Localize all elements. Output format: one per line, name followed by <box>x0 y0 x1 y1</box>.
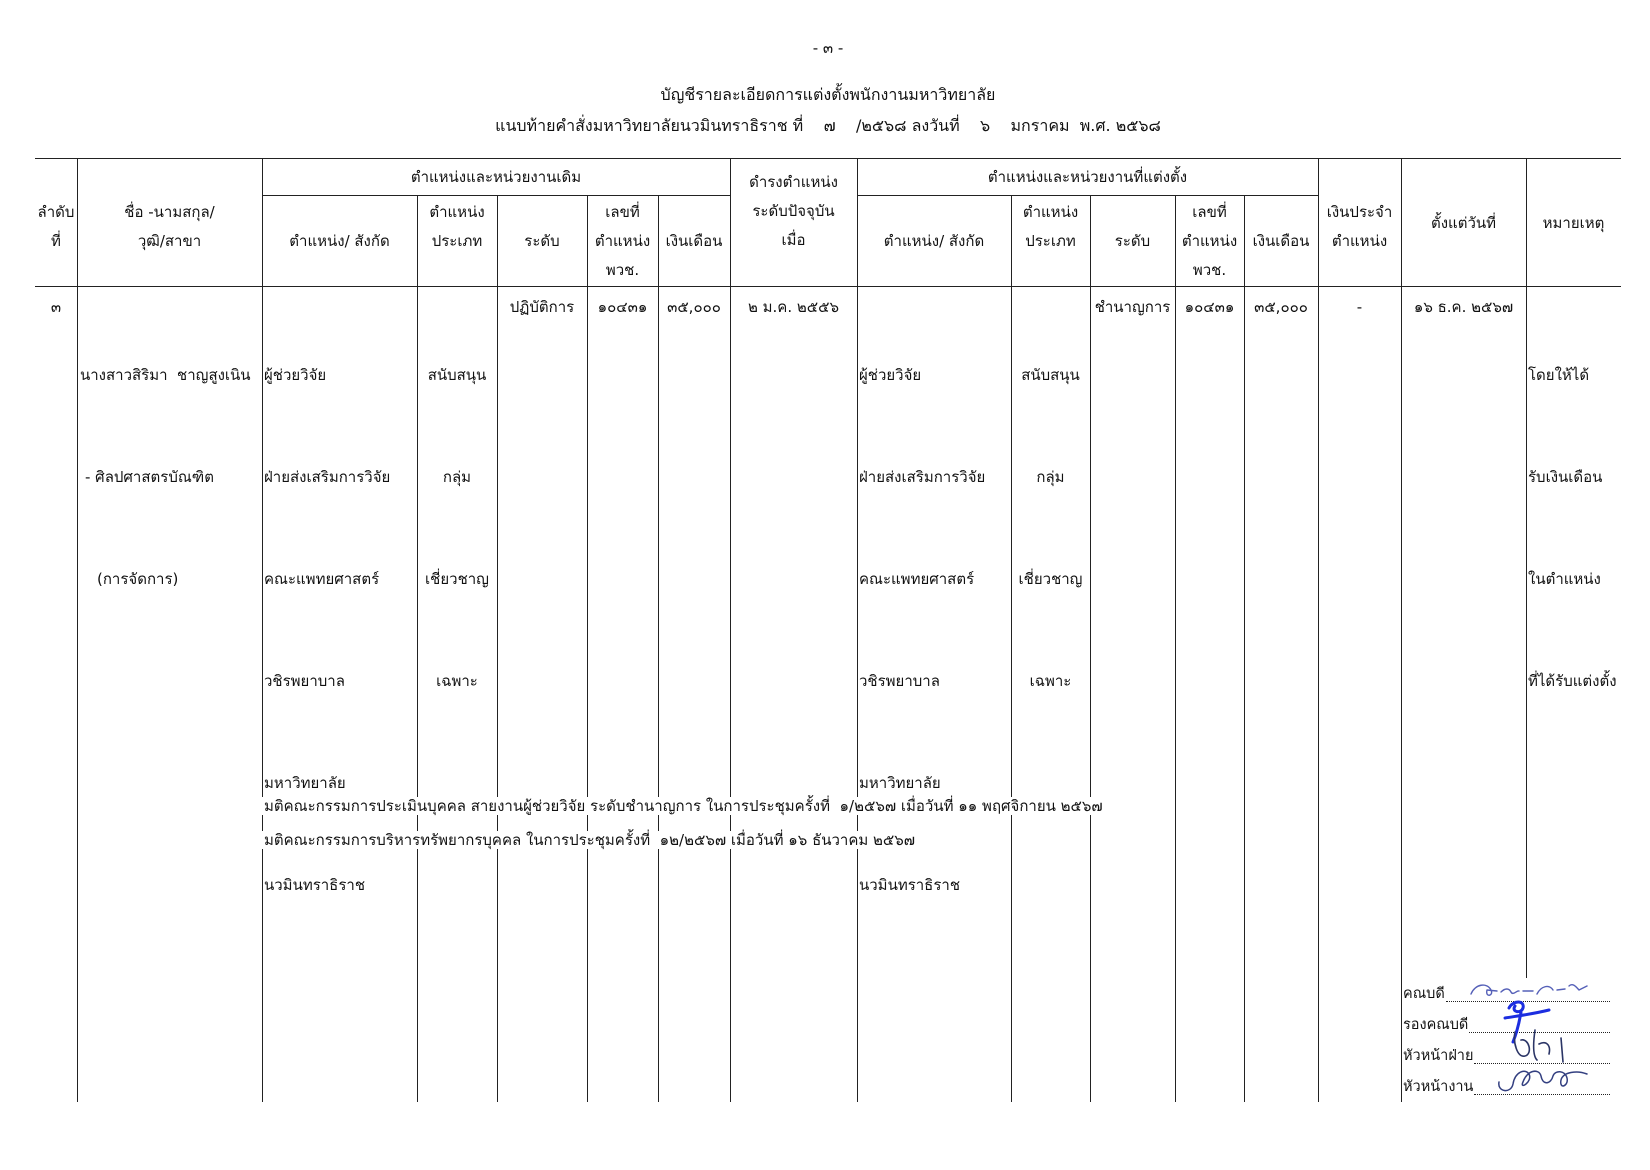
header-text: เลขที่ <box>1192 203 1227 221</box>
signature-unit-head <box>1499 1071 1587 1090</box>
signature-division-head <box>1514 1030 1563 1062</box>
header-text: ลำดับ <box>37 203 75 221</box>
header-text: ประเภท <box>1025 232 1076 250</box>
handwritten-signatures <box>1401 960 1621 1110</box>
header-text: ตำแหน่ง <box>429 203 485 221</box>
line-text: นวมินทราธิราช <box>859 876 961 894</box>
employee-name: นางสาวสิริมา ชาญสูงเนิน <box>80 366 251 384</box>
line-text: วชิรพยาบาล <box>859 672 940 690</box>
cell-new-salary: ๓๕,๐๐๐ <box>1254 298 1308 316</box>
signoff-role: หัวหน้างาน <box>1403 1079 1474 1095</box>
signature-dean <box>1471 985 1587 996</box>
header-old-level: ระดับ <box>524 232 560 250</box>
line-text: ฝ่ายส่งเสริมการวิจัย <box>264 468 391 486</box>
header-remarks: หมายเหตุ <box>1542 214 1605 232</box>
line-text: โดยให้ได้ <box>1528 366 1590 384</box>
header-seq <box>35 198 77 256</box>
line-text: เฉพาะ <box>1029 672 1072 690</box>
document-subtitle: แนบท้ายคำสั่งมหาวิทยาลัยนวมินทราธิราช ที่ ๗ /๒๕๖๘ ลงวันที่ ๖ มกราคม พ.ศ. ๒๕๖๘ <box>495 116 1161 135</box>
line-text: เฉพาะ <box>436 672 478 690</box>
resolution-note <box>262 827 917 853</box>
header-text: ระดับปัจจุบัน <box>752 202 835 220</box>
column-rule <box>1090 195 1091 1102</box>
header-text: ดำรงตำแหน่ง <box>749 173 838 191</box>
cell-new-type <box>1011 290 1090 766</box>
line-text: มหาวิทยาลัย <box>264 774 346 792</box>
header-text: ที่ <box>51 232 61 250</box>
header-old-group: ตำแหน่งและหน่วยงานเดิม <box>410 168 582 186</box>
line-text: คณะแพทยศาสตร์ <box>264 570 380 588</box>
header-text: ชื่อ -นามสกุล/ <box>124 203 215 221</box>
line-text: ในตำแหน่ง <box>1528 570 1601 588</box>
header-bottom-rule <box>35 286 1621 287</box>
cell-seq: ๓ <box>50 298 62 316</box>
new-group-rule <box>857 195 1318 196</box>
line-text: ที่ได้รับแต่งตั้ง <box>1528 672 1617 690</box>
line-text: ผู้ช่วยวิจัย <box>859 366 922 384</box>
header-text: ตำแหน่ง <box>1022 203 1079 221</box>
signoff-role: หัวหน้าฝ่าย <box>1403 1048 1474 1064</box>
old-group-rule <box>262 195 730 196</box>
column-rule <box>587 195 588 1102</box>
employee-degree: - ศิลปศาสตรบัณฑิต <box>85 468 214 486</box>
signature-deputy-dean <box>1505 1002 1549 1042</box>
line-text: มหาวิทยาลัย <box>859 774 941 792</box>
cell-old-level: ปฏิบัติการ <box>509 298 575 316</box>
line-text: สนับสนุน <box>1021 366 1080 384</box>
header-text: เมื่อ <box>781 231 806 249</box>
header-new-position: ตำแหน่ง/ สังกัด <box>883 232 985 250</box>
table-top-rule <box>35 158 1621 159</box>
cell-allowance: - <box>1356 298 1363 316</box>
line-text: สนับสนุน <box>427 366 487 384</box>
column-rule <box>1244 195 1245 1102</box>
header-text: ตำแหน่ง <box>1181 232 1238 250</box>
column-rule <box>497 195 498 1102</box>
header-text: เงินประจำ <box>1326 203 1393 221</box>
header-name <box>77 198 262 256</box>
cell-old-number: ๑๐๔๓๑ <box>597 298 648 316</box>
header-old-salary: เงินเดือน <box>665 232 723 250</box>
header-text: ตำแหน่ง <box>1331 232 1388 250</box>
line-text: รับเงินเดือน <box>1528 468 1603 486</box>
cell-new-level: ชำนาญการ <box>1094 298 1171 316</box>
header-effective-date: ตั้งแต่วันที่ <box>1430 214 1497 232</box>
cell-new-position <box>859 290 985 970</box>
note-text: มติคณะกรรมการประเมินบุคคล สายงานผู้ช่วยวิจัย ระดับชำนาญการ ในการประชุมครั้งที่ ๑/๒๕๖๗ เมื่อวันที่ ๑๑ พฤศจิกายน ๒๕๖๗ <box>264 797 1103 815</box>
column-rule <box>658 195 659 1102</box>
cell-remarks <box>1528 290 1617 766</box>
line-text: คณะแพทยศาสตร์ <box>859 570 975 588</box>
line-text: เชี่ยวชาญ <box>1018 570 1083 588</box>
header-allowance <box>1318 198 1401 256</box>
header-text: พวช. <box>605 261 640 279</box>
cell-old-type <box>417 290 497 766</box>
signoff-role: รองคณบดี <box>1403 1017 1469 1033</box>
line-text: นวมินทราธิราช <box>264 876 366 894</box>
cell-held-since: ๒ ม.ค. ๒๕๕๖ <box>748 298 839 316</box>
header-old-position: ตำแหน่ง/ สังกัด <box>289 232 390 250</box>
header-held-since <box>730 168 857 255</box>
cell-new-number: ๑๐๔๓๑ <box>1184 298 1235 316</box>
column-rule <box>77 158 78 1102</box>
cell-effective-date: ๑๖ ธ.ค. ๒๕๖๗ <box>1413 298 1514 316</box>
cell-old-position <box>264 290 390 970</box>
header-new-level: ระดับ <box>1114 232 1151 250</box>
header-new-number <box>1175 198 1244 285</box>
header-new-type <box>1011 198 1090 256</box>
line-text: กลุ่ม <box>1036 468 1065 486</box>
header-new-salary: เงินเดือน <box>1252 232 1310 250</box>
line-text: วชิรพยาบาล <box>264 672 345 690</box>
page-number: - ๓ - <box>812 39 844 57</box>
document-title: บัญชีรายละเอียดการแต่งตั้งพนักงานมหาวิทยาลัย <box>660 85 996 104</box>
line-text: ผู้ช่วยวิจัย <box>264 366 327 384</box>
header-text: วุฒิ/สาขา <box>137 232 202 250</box>
header-old-type <box>417 198 497 256</box>
line-text: เชี่ยวชาญ <box>425 570 489 588</box>
header-old-number <box>587 198 658 285</box>
resolution-note <box>262 793 1105 819</box>
header-text: เลขที่ <box>605 203 640 221</box>
line-text: ฝ่ายส่งเสริมการวิจัย <box>859 468 986 486</box>
note-text: มติคณะกรรมการบริหารทรัพยากรบุคคล ในการประชุมครั้งที่ ๑๒/๒๕๖๗ เมื่อวันที่ ๑๖ ธันวาคม ๒๕๖๗ <box>264 831 916 849</box>
cell-name <box>80 290 251 664</box>
header-new-group: ตำแหน่งและหน่วยงานที่แต่งตั้ง <box>987 168 1188 186</box>
line-text: กลุ่ม <box>442 468 472 486</box>
column-rule <box>1175 195 1176 1102</box>
signoff-role: คณบดี <box>1403 986 1445 1002</box>
cell-old-salary: ๓๕,๐๐๐ <box>667 298 721 316</box>
employee-major: (การจัดการ) <box>97 570 179 588</box>
header-text: ตำแหน่ง <box>594 232 651 250</box>
header-text: ประเภท <box>431 232 483 250</box>
header-text: พวช. <box>1192 261 1227 279</box>
